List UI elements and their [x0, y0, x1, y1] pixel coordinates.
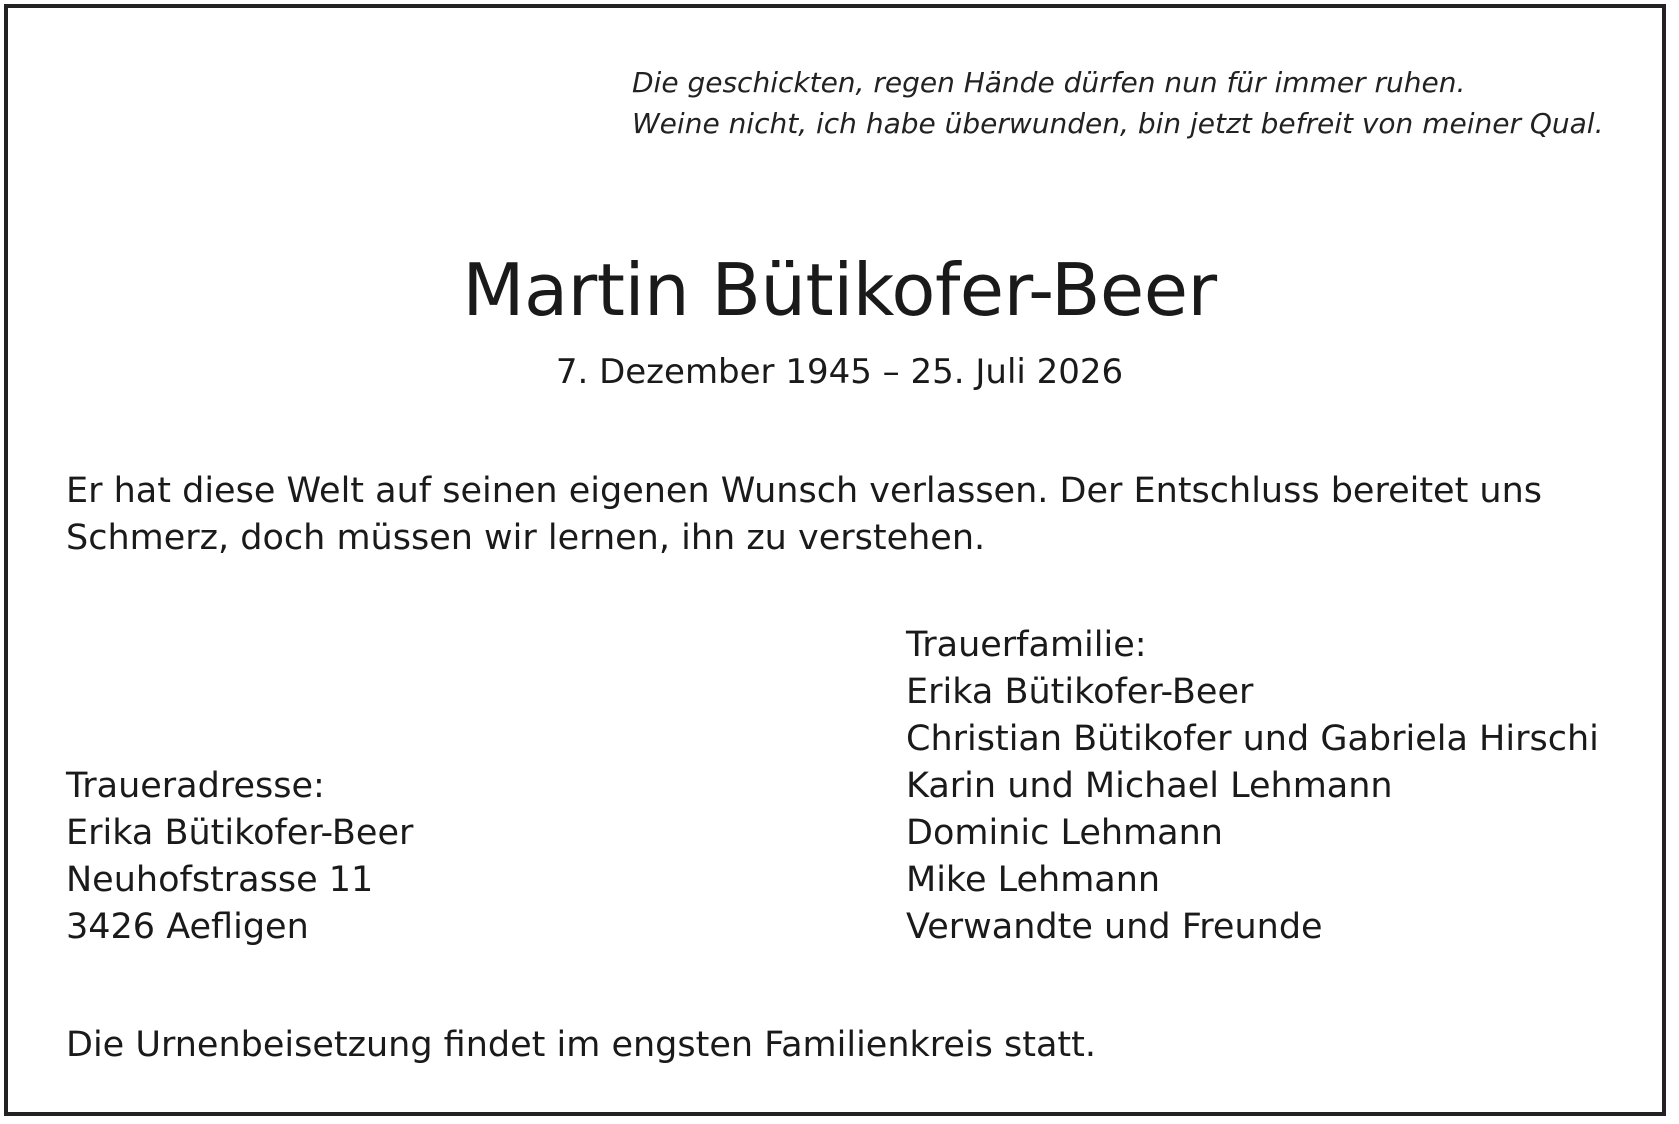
- mourning-family: [906, 622, 1599, 951]
- closing-text: Die Urnenbeisetzung findet im engsten Familienkreis statt.: [66, 1025, 1097, 1065]
- deceased-name: Martin Bütikofer-Beer: [462, 248, 1217, 332]
- intro-text: [66, 468, 1542, 562]
- quote: [632, 62, 1603, 144]
- family-member: Verwandte und Freunde: [906, 907, 1323, 947]
- family-member: Mike Lehmann: [906, 860, 1161, 900]
- intro-line: Er hat diese Welt auf seinen eigenen Wunsch verlassen. Der Entschluss bereitet uns: [66, 471, 1543, 511]
- family-heading: Trauerfamilie:: [906, 625, 1147, 665]
- family-member: Erika Bütikofer-Beer: [906, 672, 1254, 712]
- mourning-address: [66, 763, 413, 951]
- quote-line: Weine nicht, ich habe überwunden, bin jetzt befreit von meiner Qual.: [632, 107, 1604, 140]
- address-city: 3426 Aefligen: [66, 907, 309, 947]
- intro-line: Schmerz, doch müssen wir lernen, ihn zu verstehen.: [66, 518, 986, 558]
- family-member: Karin und Michael Lehmann: [906, 766, 1393, 806]
- quote-line: Die geschickten, regen Hände dürfen nun für immer ruhen.: [632, 66, 1466, 99]
- address-heading: Traueradresse:: [66, 766, 325, 806]
- family-member: Christian Bütikofer und Gabriela Hirschi: [906, 719, 1599, 759]
- address-street: Neuhofstrasse 11: [66, 860, 374, 900]
- address-name: Erika Bütikofer-Beer: [66, 813, 414, 853]
- family-member: Dominic Lehmann: [906, 813, 1223, 853]
- life-dates: 7. Dezember 1945 – 25. Juli 2026: [555, 352, 1124, 392]
